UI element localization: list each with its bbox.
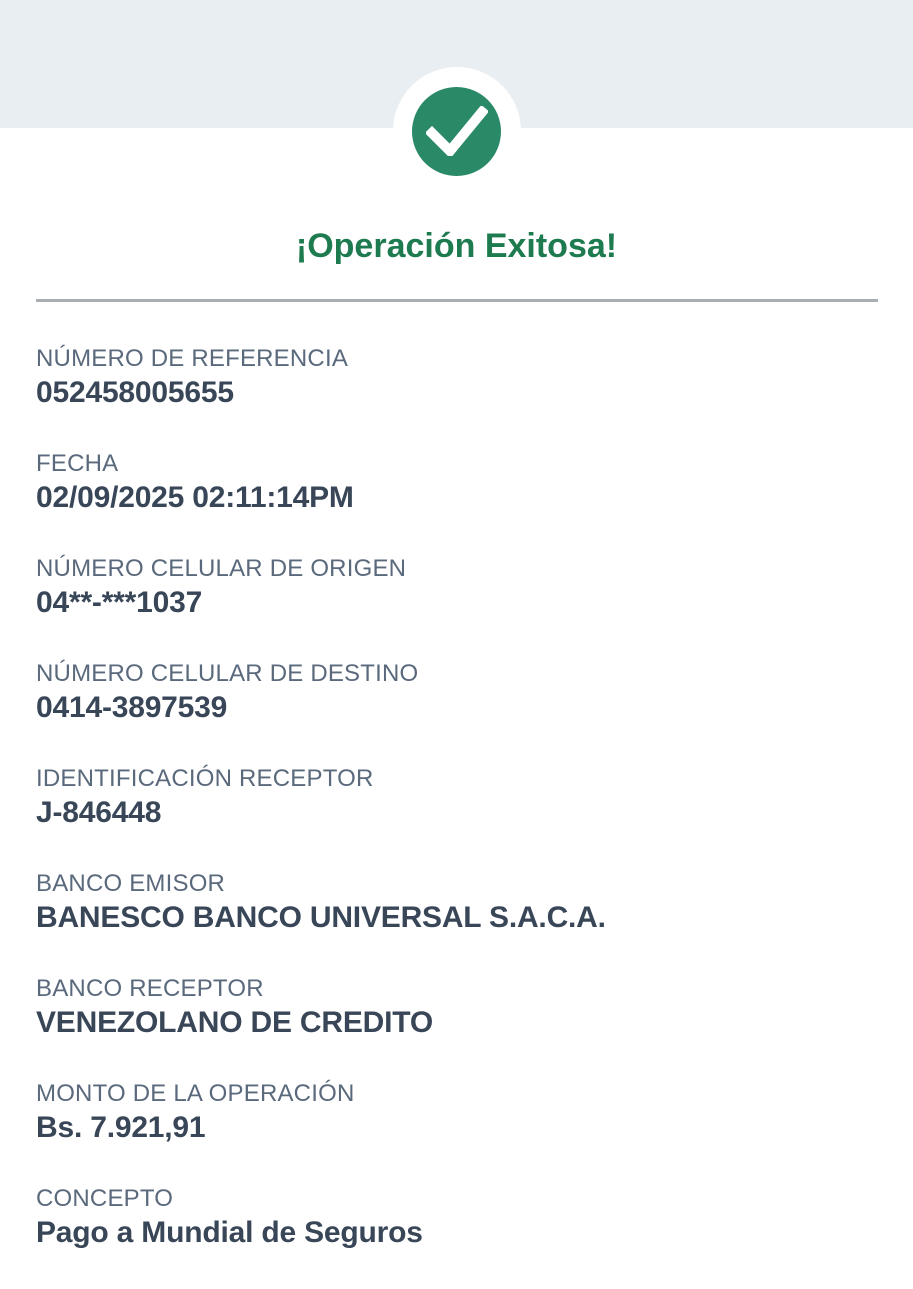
detail-value: 04**-***1037 bbox=[36, 586, 203, 619]
detail-row-destination-phone bbox=[36, 659, 877, 727]
detail-label: NÚMERO CELULAR DE DESTINO bbox=[36, 660, 419, 687]
detail-value: VENEZOLANO DE CREDITO bbox=[36, 1006, 433, 1039]
page-title: ¡Operación Exitosa! bbox=[295, 227, 618, 265]
detail-value: BANESCO BANCO UNIVERSAL S.A.C.A. bbox=[36, 901, 606, 934]
detail-row-sender-bank bbox=[36, 869, 877, 937]
detail-row-amount bbox=[36, 1079, 877, 1147]
detail-label: MONTO DE LA OPERACIÓN bbox=[36, 1080, 355, 1107]
success-circle bbox=[412, 87, 501, 176]
detail-value: 02/09/2025 02:11:14PM bbox=[36, 481, 354, 514]
detail-label: FECHA bbox=[36, 450, 119, 477]
detail-row-concept bbox=[36, 1184, 877, 1252]
detail-row-date bbox=[36, 449, 877, 517]
detail-label: NÚMERO CELULAR DE ORIGEN bbox=[36, 555, 407, 582]
detail-value: Bs. 7.921,91 bbox=[36, 1111, 206, 1144]
detail-label: IDENTIFICACIÓN RECEPTOR bbox=[36, 765, 374, 792]
detail-label: CONCEPTO bbox=[36, 1185, 174, 1212]
detail-row-receiver-id bbox=[36, 764, 877, 832]
detail-value: 0414-3897539 bbox=[36, 691, 228, 724]
receipt-details bbox=[36, 344, 877, 1289]
detail-value: J-846448 bbox=[36, 796, 162, 829]
detail-label: NÚMERO DE REFERENCIA bbox=[36, 345, 349, 372]
detail-label: BANCO RECEPTOR bbox=[36, 975, 264, 1002]
detail-label: BANCO EMISOR bbox=[36, 870, 226, 897]
divider bbox=[36, 299, 878, 302]
detail-value: 052458005655 bbox=[36, 376, 234, 409]
success-badge bbox=[393, 67, 521, 195]
success-check-icon bbox=[426, 106, 488, 156]
detail-row-receiver-bank bbox=[36, 974, 877, 1042]
detail-row-reference bbox=[36, 344, 877, 412]
detail-row-origin-phone bbox=[36, 554, 877, 622]
detail-value: Pago a Mundial de Seguros bbox=[36, 1216, 423, 1249]
